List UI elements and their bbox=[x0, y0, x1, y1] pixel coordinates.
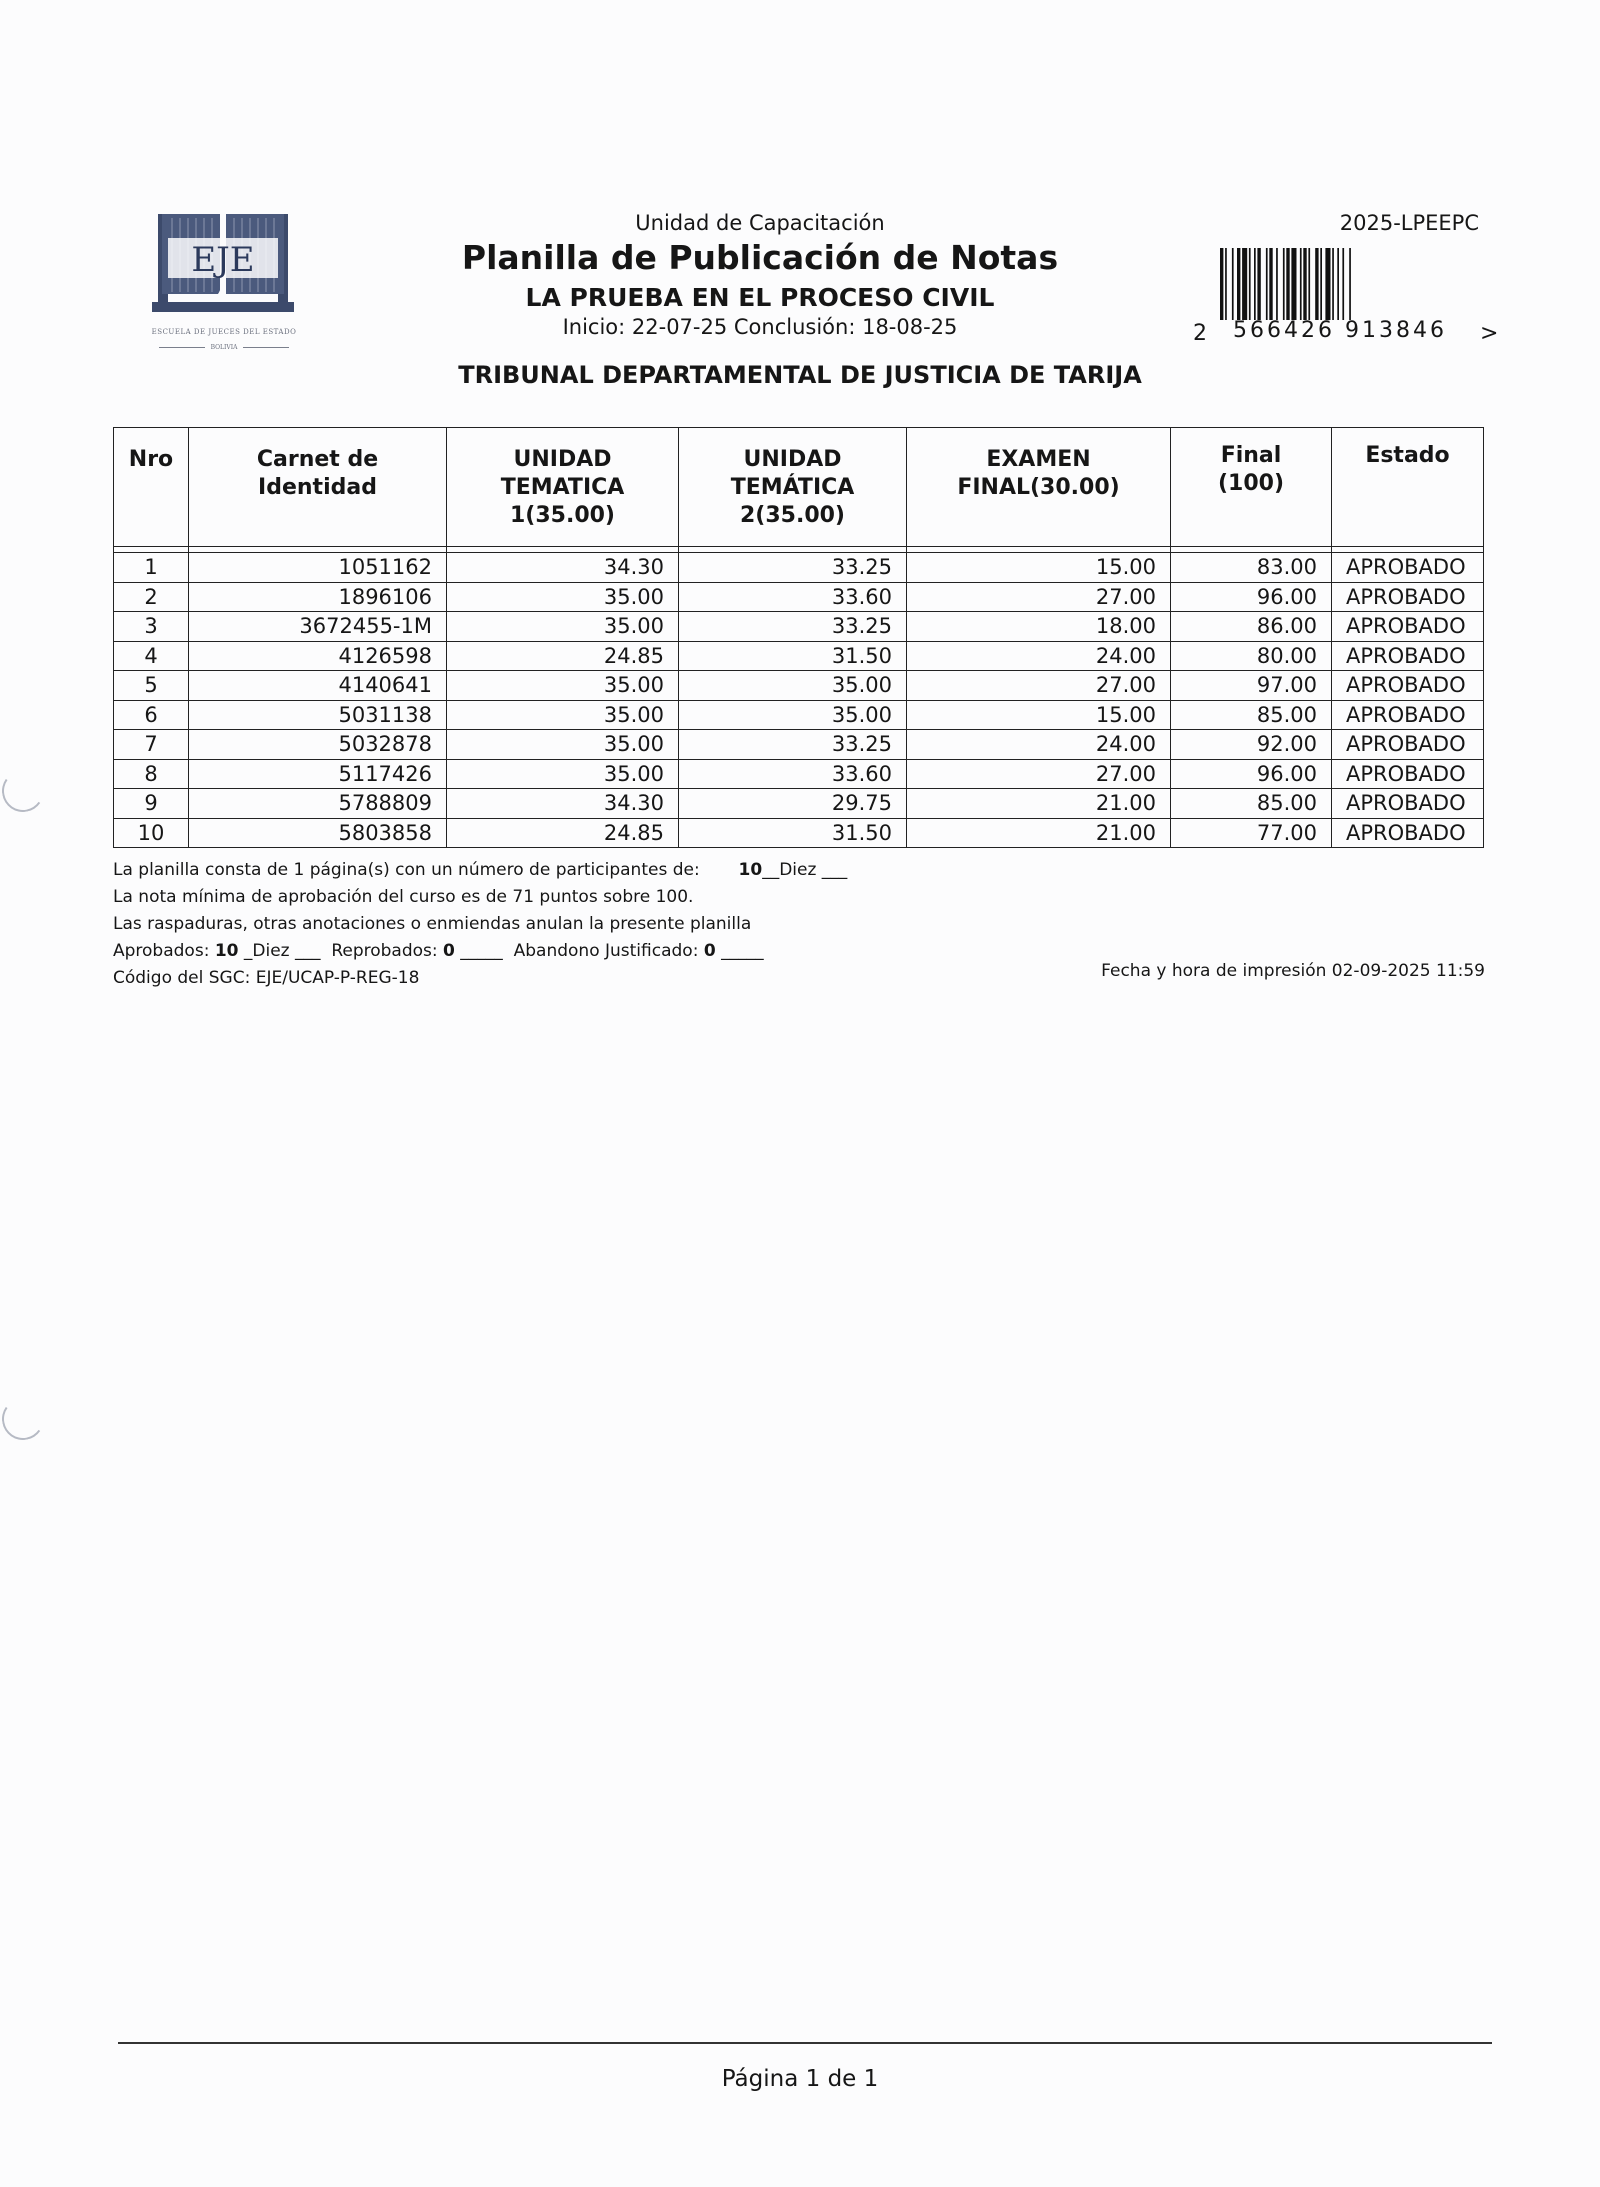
table-row bbox=[114, 730, 1484, 760]
final-score: 85.00 bbox=[1171, 789, 1332, 819]
barcode-lead-digit: 2 bbox=[1193, 321, 1207, 346]
unit2-score: 33.25 bbox=[679, 612, 907, 642]
table-row bbox=[114, 641, 1484, 671]
final-score: 96.00 bbox=[1171, 582, 1332, 612]
final-exam-score: 24.00 bbox=[907, 730, 1171, 760]
print-date: Fecha y hora de impresión 02-09-2025 11:59 bbox=[1101, 961, 1485, 981]
table-row bbox=[114, 612, 1484, 642]
id-card-cell: 5117426 bbox=[189, 759, 447, 789]
hole-punch-mark bbox=[0, 767, 47, 816]
id-card-cell: 1896106 bbox=[189, 582, 447, 612]
id-card-cell: 4140641 bbox=[189, 671, 447, 701]
unit1-score: 34.30 bbox=[447, 553, 679, 583]
barcode-number: 566426 913846 bbox=[1233, 318, 1447, 343]
column-header: Estado bbox=[1332, 428, 1484, 547]
final-score: 77.00 bbox=[1171, 818, 1332, 848]
unit1-score: 35.00 bbox=[447, 582, 679, 612]
id-card-cell: 5031138 bbox=[189, 700, 447, 730]
logo-caption-country: BOLIVIA bbox=[124, 344, 324, 351]
barcode-trail-mark: > bbox=[1480, 321, 1499, 346]
table-row bbox=[114, 553, 1484, 583]
final-exam-score: 18.00 bbox=[907, 612, 1171, 642]
final-exam-score: 27.00 bbox=[907, 582, 1171, 612]
id-card-cell: 3672455-1M bbox=[189, 612, 447, 642]
status-cell: APROBADO bbox=[1332, 553, 1484, 583]
final-score: 80.00 bbox=[1171, 641, 1332, 671]
min-grade-line: La nota mínima de aprobación del curso es de 71 puntos sobre 100. bbox=[113, 887, 694, 907]
row-number: 3 bbox=[114, 612, 189, 642]
unit2-score: 35.00 bbox=[679, 700, 907, 730]
table-row bbox=[114, 759, 1484, 789]
unit1-score: 35.00 bbox=[447, 700, 679, 730]
row-number: 1 bbox=[114, 553, 189, 583]
table-row bbox=[114, 818, 1484, 848]
unit1-score: 35.00 bbox=[447, 759, 679, 789]
unit-name: Unidad de Capacitación bbox=[635, 211, 885, 235]
table-row bbox=[114, 582, 1484, 612]
status-cell: APROBADO bbox=[1332, 700, 1484, 730]
row-number: 8 bbox=[114, 759, 189, 789]
footer-divider bbox=[118, 2042, 1492, 2044]
row-number: 7 bbox=[114, 730, 189, 760]
logo-caption: ESCUELA DE JUECES DEL ESTADO bbox=[151, 328, 297, 336]
unit2-score: 29.75 bbox=[679, 789, 907, 819]
final-score: 92.00 bbox=[1171, 730, 1332, 760]
barcode bbox=[1218, 248, 1458, 320]
erasure-warning: Las raspaduras, otras anotaciones o enmiendas anulan la presente planilla bbox=[113, 914, 752, 934]
status-cell: APROBADO bbox=[1332, 641, 1484, 671]
status-cell: APROBADO bbox=[1332, 759, 1484, 789]
final-exam-score: 15.00 bbox=[907, 553, 1171, 583]
id-card-cell: 5788809 bbox=[189, 789, 447, 819]
summary-line: Aprobados: 10 _Diez ___ Reprobados: 0 _____ Abandono Justificado: 0 _____ bbox=[113, 941, 764, 961]
column-header: EXAMEN FINAL(30.00) bbox=[907, 428, 1171, 547]
row-number: 9 bbox=[114, 789, 189, 819]
status-cell: APROBADO bbox=[1332, 582, 1484, 612]
svg-text:EJE: EJE bbox=[191, 240, 255, 280]
id-card-cell: 5032878 bbox=[189, 730, 447, 760]
participants-line: La planilla consta de 1 página(s) con un número de participantes de: 10__Diez ___ bbox=[113, 860, 848, 880]
column-header: Final (100) bbox=[1171, 428, 1332, 547]
row-number: 10 bbox=[114, 818, 189, 848]
id-card-cell: 4126598 bbox=[189, 641, 447, 671]
final-exam-score: 15.00 bbox=[907, 700, 1171, 730]
unit2-score: 31.50 bbox=[679, 641, 907, 671]
unit1-score: 35.00 bbox=[447, 730, 679, 760]
final-score: 83.00 bbox=[1171, 553, 1332, 583]
unit2-score: 33.60 bbox=[679, 582, 907, 612]
status-cell: APROBADO bbox=[1332, 818, 1484, 848]
unit1-score: 24.85 bbox=[447, 818, 679, 848]
sgc-code: Código del SGC: EJE/UCAP-P-REG-18 bbox=[113, 968, 420, 988]
unit1-score: 35.00 bbox=[447, 612, 679, 642]
unit2-score: 33.60 bbox=[679, 759, 907, 789]
grades-table bbox=[113, 427, 1484, 848]
unit2-score: 31.50 bbox=[679, 818, 907, 848]
status-cell: APROBADO bbox=[1332, 789, 1484, 819]
tribunal-name: TRIBUNAL DEPARTAMENTAL DE JUSTICIA DE TARIJA bbox=[458, 361, 1142, 389]
row-number: 6 bbox=[114, 700, 189, 730]
table-header-row bbox=[114, 428, 1484, 547]
row-number: 2 bbox=[114, 582, 189, 612]
course-dates: Inicio: 22-07-25 Conclusión: 18-08-25 bbox=[562, 315, 958, 339]
final-exam-score: 27.00 bbox=[907, 671, 1171, 701]
row-number: 5 bbox=[114, 671, 189, 701]
unit1-score: 34.30 bbox=[447, 789, 679, 819]
final-score: 97.00 bbox=[1171, 671, 1332, 701]
column-header: UNIDAD TEMÁTICA 2(35.00) bbox=[679, 428, 907, 547]
status-cell: APROBADO bbox=[1332, 671, 1484, 701]
row-number: 4 bbox=[114, 641, 189, 671]
unit1-score: 24.85 bbox=[447, 641, 679, 671]
status-cell: APROBADO bbox=[1332, 730, 1484, 760]
final-score: 86.00 bbox=[1171, 612, 1332, 642]
notes-block bbox=[113, 857, 847, 992]
eje-logo bbox=[152, 214, 294, 324]
final-exam-score: 24.00 bbox=[907, 641, 1171, 671]
column-header: Carnet de Identidad bbox=[189, 428, 447, 547]
unit2-score: 33.25 bbox=[679, 553, 907, 583]
final-exam-score: 21.00 bbox=[907, 818, 1171, 848]
course-name: LA PRUEBA EN EL PROCESO CIVIL bbox=[525, 283, 995, 312]
unit2-score: 35.00 bbox=[679, 671, 907, 701]
unit2-score: 33.25 bbox=[679, 730, 907, 760]
table-row bbox=[114, 700, 1484, 730]
column-header: Nro bbox=[114, 428, 189, 547]
status-cell: APROBADO bbox=[1332, 612, 1484, 642]
final-exam-score: 21.00 bbox=[907, 789, 1171, 819]
id-card-cell: 5803858 bbox=[189, 818, 447, 848]
table-row bbox=[114, 671, 1484, 701]
page-number: Página 1 de 1 bbox=[721, 2066, 879, 2092]
table-row bbox=[114, 789, 1484, 819]
page-title: Planilla de Publicación de Notas bbox=[461, 238, 1059, 277]
column-header: UNIDAD TEMATICA 1(35.00) bbox=[447, 428, 679, 547]
unit1-score: 35.00 bbox=[447, 671, 679, 701]
hole-punch-mark bbox=[0, 1395, 47, 1444]
final-score: 85.00 bbox=[1171, 700, 1332, 730]
final-exam-score: 27.00 bbox=[907, 759, 1171, 789]
id-card-cell: 1051162 bbox=[189, 553, 447, 583]
course-code: 2025-LPEEPC bbox=[1339, 211, 1479, 235]
final-score: 96.00 bbox=[1171, 759, 1332, 789]
